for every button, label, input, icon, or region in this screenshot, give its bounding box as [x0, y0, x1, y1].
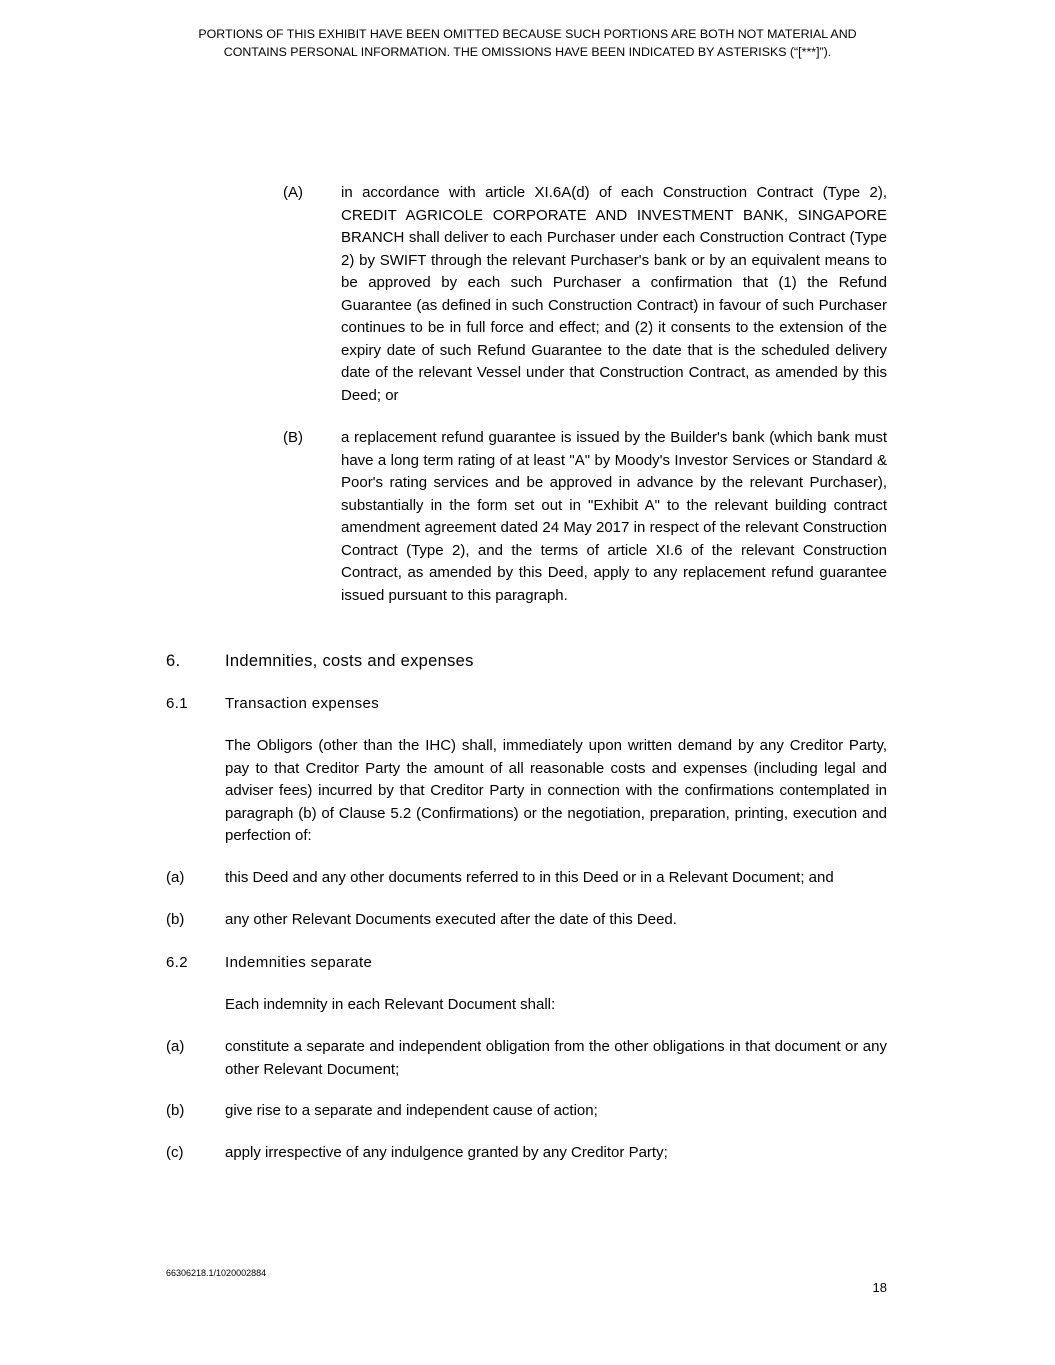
clause-6-1-b-text: any other Relevant Documents executed after the date of this Deed. — [225, 911, 677, 928]
clause-6-2-a-text: constitute a separate and independent obligation from the other obligations in that document or any other Relevant Document; — [225, 1038, 887, 1078]
item-b-text: a replacement refund guarantee is issued by the Builder's bank (which bank must have a long term rating of at least "A" by Moody's Investor Services or Standard & Poor's rating services and be approved in advance by the relevant Purchaser), substantially in the form set out in "Exhibit A" to the relevant building contract amendment agreement dated 24 May 2017 in respect of the relevant Construction Contract (Type 2), and the terms of article XI.6 of the relevant Construction Contract, as amended by this Deed, apply to any replacement refund guarantee issued pursuant to this paragraph. — [341, 429, 887, 604]
item-b-label: (B) — [283, 429, 303, 446]
clause-6-2-number: 6.2 — [166, 954, 189, 971]
clause-6-2-c-text: apply irrespective of any indulgence granted by any Creditor Party; — [225, 1144, 668, 1161]
clause-6-1-a-text: this Deed and any other documents referred to in this Deed or in a Relevant Document; and — [225, 869, 834, 886]
page-number: 18 — [872, 1280, 887, 1295]
omission-notice-line-1: PORTIONS OF THIS EXHIBIT HAVE BEEN OMITTED BECAUSE SUCH PORTIONS ARE BOTH NOT MATERIAL AND — [198, 27, 857, 41]
omission-notice-line-2: CONTAINS PERSONAL INFORMATION. THE OMISSIONS HAVE BEEN INDICATED BY ASTERISKS (“[***]”). — [223, 45, 832, 59]
clause-6-1-b-label: (b) — [166, 911, 185, 928]
document-reference: 66306218.1/1020002884 — [166, 1268, 267, 1278]
clause-6-2-b-label: (b) — [166, 1102, 185, 1119]
clause-6-1-body: The Obligors (other than the IHC) shall, immediately upon written demand by any Creditor Party, pay to that Creditor Party the amount of all reasonable costs and expenses (including legal and adviser fees) incurred by that Creditor Party in connection with the confirmations contemplated in paragraph (b) of Clause 5.2 (Confirmations) or the negotiation, preparation, printing, execution and perfection of: — [225, 737, 887, 844]
clause-6-2-a-label: (a) — [166, 1038, 185, 1055]
clause-6-2-c-label: (c) — [166, 1144, 184, 1161]
clause-6-2-b-text: give rise to a separate and independent cause of action; — [225, 1102, 598, 1119]
clause-6-1-title: Transaction expenses — [225, 695, 380, 712]
clause-6-2-intro: Each indemnity in each Relevant Document shall: — [225, 996, 556, 1013]
clause-6-2-title: Indemnities separate — [225, 954, 373, 971]
section-6-number: 6. — [166, 652, 181, 670]
section-6-title: Indemnities, costs and expenses — [225, 652, 474, 670]
item-a-text: in accordance with article XI.6A(d) of each Construction Contract (Type 2), CREDIT AGRICOLE CORPORATE AND INVESTMENT BANK, SINGAPORE BRANCH shall deliver to each Purchaser under each Construction Contract (Type 2) by SWIFT through the relevant Purchaser's bank or by an equivalent means to be approved by each such Purchaser a confirmation that (1) the Refund Guarantee (as defined in such Construction Contract) in favour of such Purchaser continues to be in full force and effect; and (2) it consents to the extension of the expiry date of such Refund Guarantee to the date that is the scheduled delivery date of the relevant Vessel under that Construction Contract, as amended by this Deed; or — [341, 184, 887, 404]
clause-6-1-number: 6.1 — [166, 695, 189, 712]
item-a-label: (A) — [283, 184, 303, 201]
clause-6-1-a-label: (a) — [166, 869, 185, 886]
omission-notice — [100, 25, 955, 61]
